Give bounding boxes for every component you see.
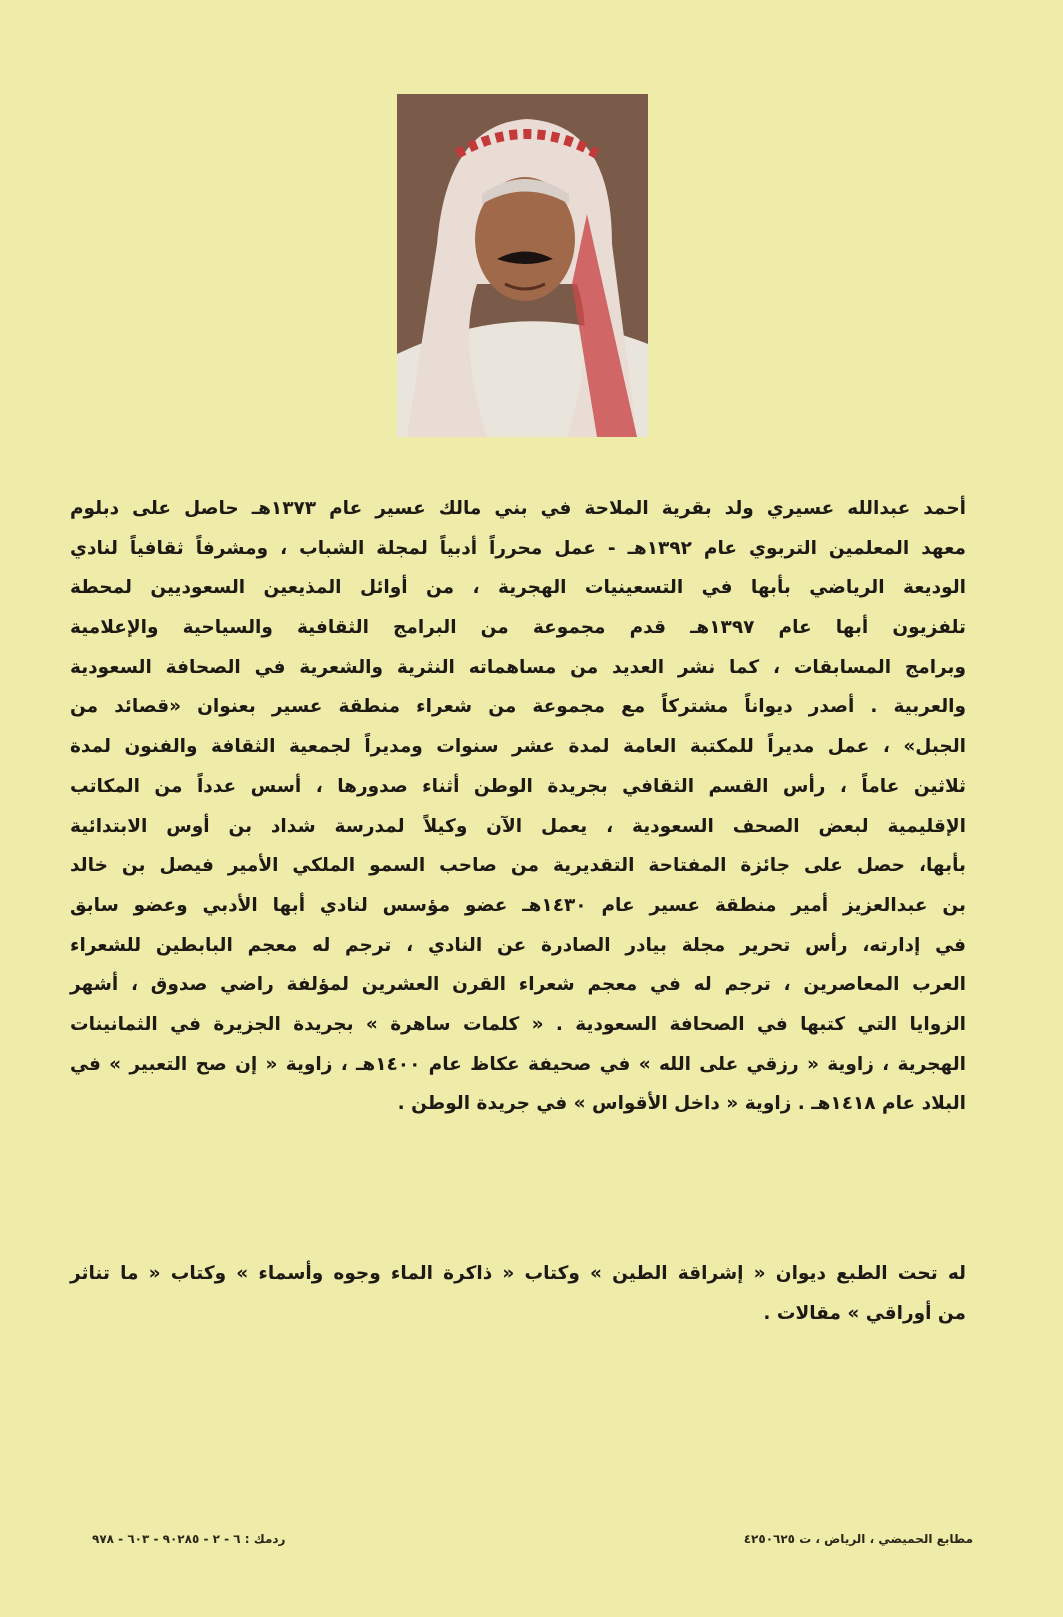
bio-line: تلفزيون أبها عام ١٣٩٧هـ قدم مجموعة من البرامج الثقافية والسياحية والإعلامية [70, 617, 967, 639]
bio-line: والعربية . أصدر ديواناً مشتركاً مع مجموعة من شعراء منطقة عسير بعنوان «قصائد من [70, 696, 966, 718]
bio-line: ثلاثين عاماً ، رأس القسم الثقافي بجريدة الوطن أثناء صدورها ، أسس عدداً من المكاتب [70, 775, 966, 797]
bio-line: بأبها، حصل على جائزة المفتاحة التقديرية من صاحب السمو الملكي الأمير فيصل بن خالد [70, 855, 966, 877]
author-photo [397, 94, 648, 437]
isbn: ردمك : ٦ - ٢ - ٩٠٢٨٥ - ٦٠٣ - ٩٧٨ [92, 1532, 286, 1546]
bio-line: في إدارته، رأس تحرير مجلة بيادر الصادرة عن النادي ، ترجم له معجم البابطين للشعراء [70, 934, 966, 956]
author-bio-paragraph-1 [70, 489, 966, 1124]
bio-line: العرب المعاصرين ، ترجم له في معجم شعراء القرن العشرين لمؤلفة راضي صدوق ، أشهر [70, 974, 966, 996]
author-portrait-image [397, 94, 648, 437]
bio-line: أحمد عبدالله عسيري ولد بقرية الملاحة في بني مالك عسير عام ١٣٧٣هـ حاصل على دبلوم [70, 498, 966, 519]
bio-line: الجبل» ، عمل مديراً للمكتبة العامة لمدة عشر سنوات ومديراً لجمعية الثقافة والفنون لمدة [70, 736, 966, 758]
bio-line: بن عبدالعزيز أمير منطقة عسير عام ١٤٣٠هـ عضو مؤسس لنادي أبها الأدبي وعضو سابق [70, 894, 966, 916]
bio-line: الهجرية ، زاوية « رزقي على الله » في صحيفة عكاظ عام ١٤٠٠هـ ، زاوية « إن صح التعبير » في [70, 1053, 966, 1075]
bio-line: وبرامج المسابقات ، كما نشر العديد من مساهماته النثرية والشعرية في الصحافة السعودية [70, 656, 966, 678]
bio-line: الزوايا التي كتبها في الصحافة السعودية . « كلمات ساهرة » بجريدة الجزيرة في الثمانينات [70, 1013, 966, 1035]
printer-info: مطابع الحميضي ، الرياض ، ت ٤٢٥٠٦٢٥ [743, 1532, 973, 1546]
bio-line: الوديعة الرياضي بأبها في التسعينيات الهجرية ، من أوائل المذيعين السعوديين لمحطة [70, 577, 966, 599]
bio-line: من أوراقي » مقالات . [763, 1302, 966, 1324]
bio-line: معهد المعلمين التربوي عام ١٣٩٢هـ - عمل محرراً أدبياً لمجلة الشباب ، ومشرفاً ثقافياً لنادي [70, 537, 966, 559]
bio-line: له تحت الطبع ديوان « إشراقة الطين » وكتاب « ذاكرة الماء وجوه وأسماء » وكتاب « ما تناثر [70, 1263, 966, 1284]
bio-line: الإقليمية لبعض الصحف السعودية ، يعمل الآن وكيلاً لمدرسة شداد بن أوس الابتدائية [70, 815, 966, 837]
bio-line: البلاد عام ١٤١٨هـ . زاوية « داخل الأقواس » في جريدة الوطن . [397, 1093, 966, 1115]
author-bio-paragraph-2 [70, 1254, 966, 1333]
